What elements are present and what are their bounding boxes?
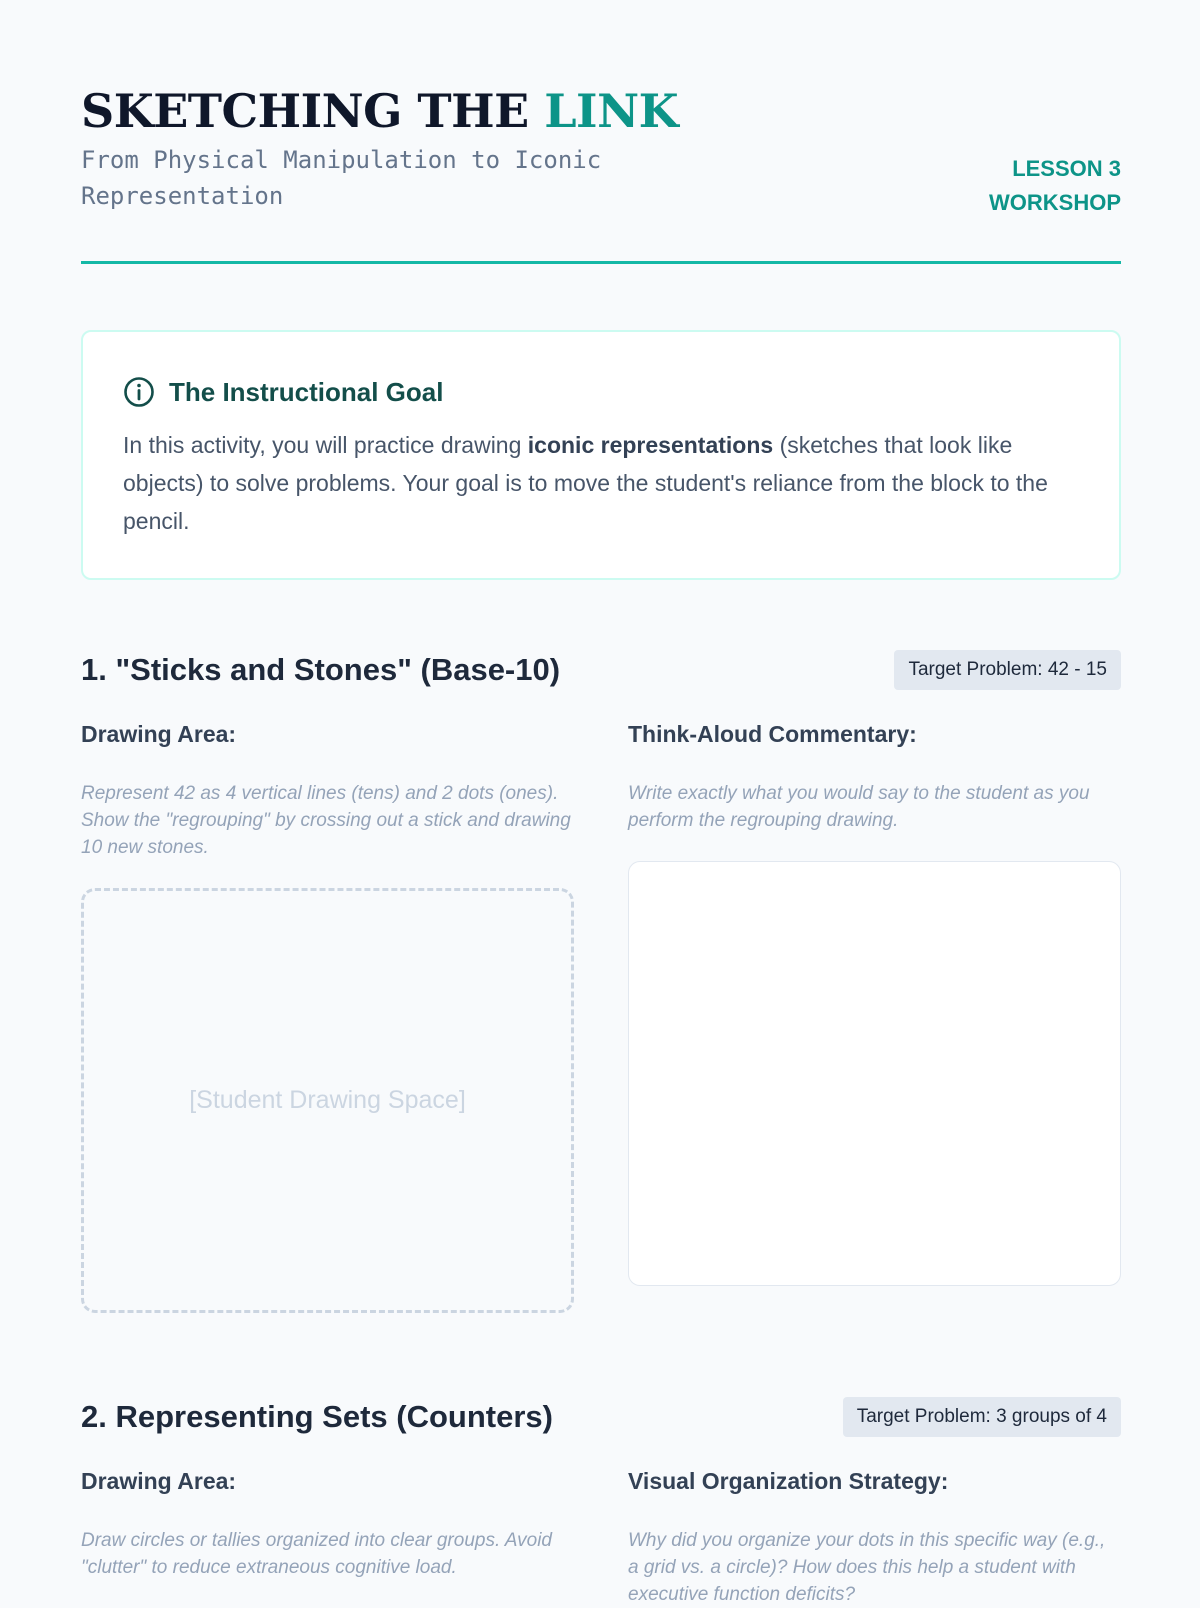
section-1-header [81,645,1121,695]
info-icon [123,376,155,408]
title-accent: LINK [544,84,679,138]
lesson-number: LESSON 3 [1012,156,1121,181]
goal-header [123,372,1079,412]
section-1-commentary-field[interactable] [628,861,1121,1286]
title-main: SKETCHING THE [81,84,545,138]
section-1-commentary-hint: Write exactly what you would say to the student as you perform the regrouping drawing. [628,783,1090,831]
instructional-goal-card [81,330,1121,580]
lesson-type: WORKSHOP [989,190,1121,215]
drawing-placeholder: [Student Drawing Space] [189,1086,466,1114]
section-1-drawing-area[interactable] [81,888,574,1313]
section-2-strategy-label: Visual Organization Strategy: [628,1468,949,1494]
goal-text-end: (sketches that look like objects) to solve problems. Your goal is to move the student's reliance from the block to the pencil. [123,432,1048,534]
page-subtitle: From Physical Manipulation to Iconic Representation [81,146,602,210]
section-1-drawing-label: Drawing Area: [81,721,237,747]
goal-text-start: In this activity, you will practice drawing [123,432,528,458]
worksheet-page [81,0,1121,1605]
section-2-drawing-label: Drawing Area: [81,1468,237,1494]
goal-text-emphasis: iconic representations [527,432,774,458]
section-1-commentary-label: Think-Aloud Commentary: [628,721,917,747]
goal-description [123,426,1079,540]
section-1-title: 1. "Sticks and Stones" (Base-10) [81,652,561,687]
section-2-target-badge: Target Problem: 3 groups of 4 [843,1397,1121,1437]
goal-title: The Instructional Goal [169,376,444,407]
section-2-title: 2. Representing Sets (Counters) [81,1399,553,1434]
section-2-header [81,1392,1121,1442]
page-header [81,0,1121,264]
lesson-label [989,152,1121,220]
section-1-target-badge: Target Problem: 42 - 15 [894,650,1121,690]
section-2-strategy-hint: Why did you organize your dots in this specific way (e.g., a grid vs. a circle)? How does this help a student with executive function deficits? [628,1530,1106,1605]
page-title [81,84,678,138]
section-2-drawing-hint: Draw circles or tallies organized into clear groups. Avoid "clutter" to reduce extraneous cognitive load. [81,1530,552,1578]
section-1-drawing-hint: Represent 42 as 4 vertical lines (tens) and 2 dots (ones). Show the "regrouping" by crossing out a stick and drawing 10 new stones. [81,783,571,858]
